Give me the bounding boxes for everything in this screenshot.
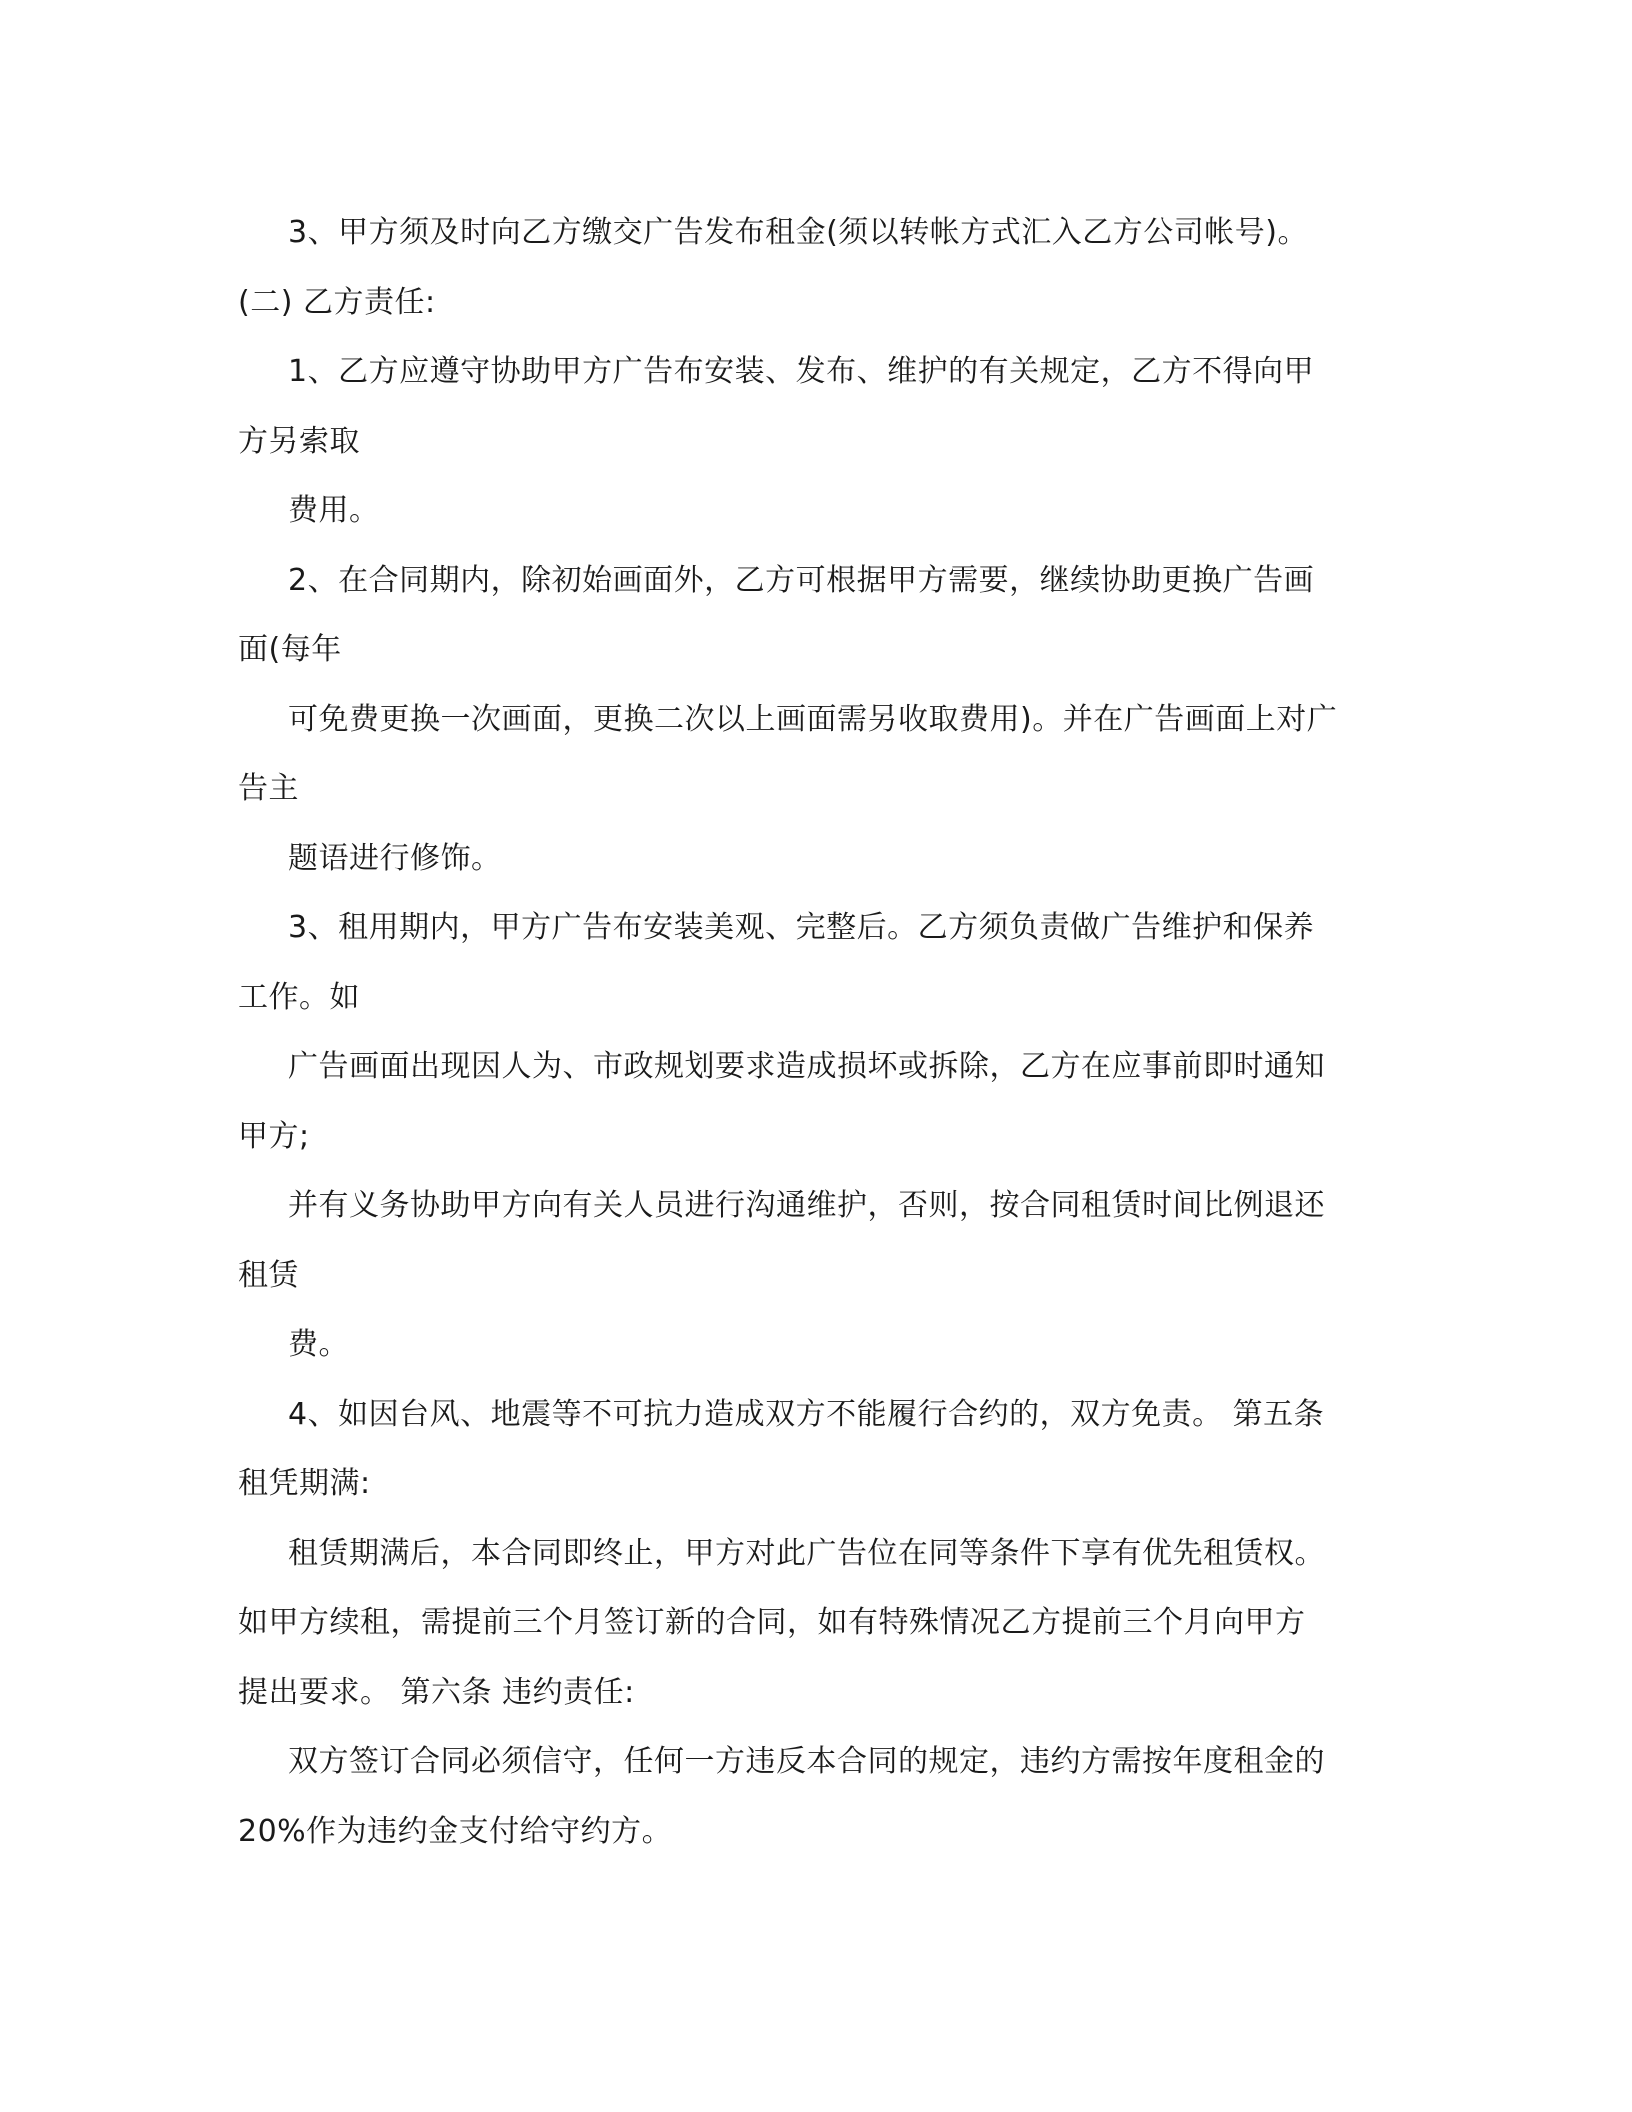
text-line: 双方签订合同必须信守，任何一方违反本合同的规定，违约方需按年度租金的 — [288, 1744, 1325, 1779]
text-line: 20%作为违约金支付给守约方。 — [238, 1813, 673, 1849]
text-line: 并有义务协助甲方向有关人员进行沟通维护，否则，按合同租赁时间比例退还 — [288, 1188, 1325, 1223]
text-line: 租赁 — [238, 1257, 299, 1293]
text-line: 工作。如 — [238, 979, 360, 1015]
text-line: 租赁期满后，本合同即终止，甲方对此广告位在同等条件下享有优先租赁权。 — [288, 1535, 1325, 1571]
text-line: 广告画面出现因人为、市政规划要求造成损坏或拆除，乙方在应事前即时通知 — [288, 1049, 1325, 1084]
text-line: 费用。 — [288, 493, 380, 528]
text-line: 面(每年 — [238, 632, 342, 667]
section-heading: (二) 乙方责任: — [238, 284, 436, 320]
text-line: 甲方; — [238, 1118, 310, 1154]
text-line: 4、如因台风、地震等不可抗力造成双方不能履行合约的，双方免责。 第五条 — [288, 1396, 1325, 1432]
text-line: 1、乙方应遵守协助甲方广告布安装、发布、维护的有关规定，乙方不得向甲 — [288, 354, 1315, 389]
text-line: 3、租用期内，甲方广告布安装美观、完整后。乙方须负责做广告维护和保养 — [288, 910, 1315, 945]
text-line: 3、甲方须及时向乙方缴交广告发布租金(须以转帐方式汇入乙方公司帐号)。 — [288, 215, 1308, 250]
text-line: 提出要求。 第六条 违约责任: — [238, 1674, 635, 1710]
text-line: 告主 — [238, 771, 299, 806]
text-line: 费。 — [288, 1327, 349, 1362]
text-line: 租凭期满: — [238, 1466, 371, 1501]
text-line: 2、在合同期内，除初始画面外，乙方可根据甲方需要，继续协助更换广告画 — [288, 562, 1315, 598]
text-line: 题语进行修饰。 — [288, 840, 502, 876]
text-line: 如甲方续租，需提前三个月签订新的合同，如有特殊情况乙方提前三个月向甲方 — [238, 1605, 1306, 1640]
text-line: 可免费更换一次画面，更换二次以上画面需另收取费用)。并在广告画面上对广 — [288, 701, 1338, 737]
text-line: 方另索取 — [238, 423, 360, 459]
document-body — [238, 198, 1408, 1866]
